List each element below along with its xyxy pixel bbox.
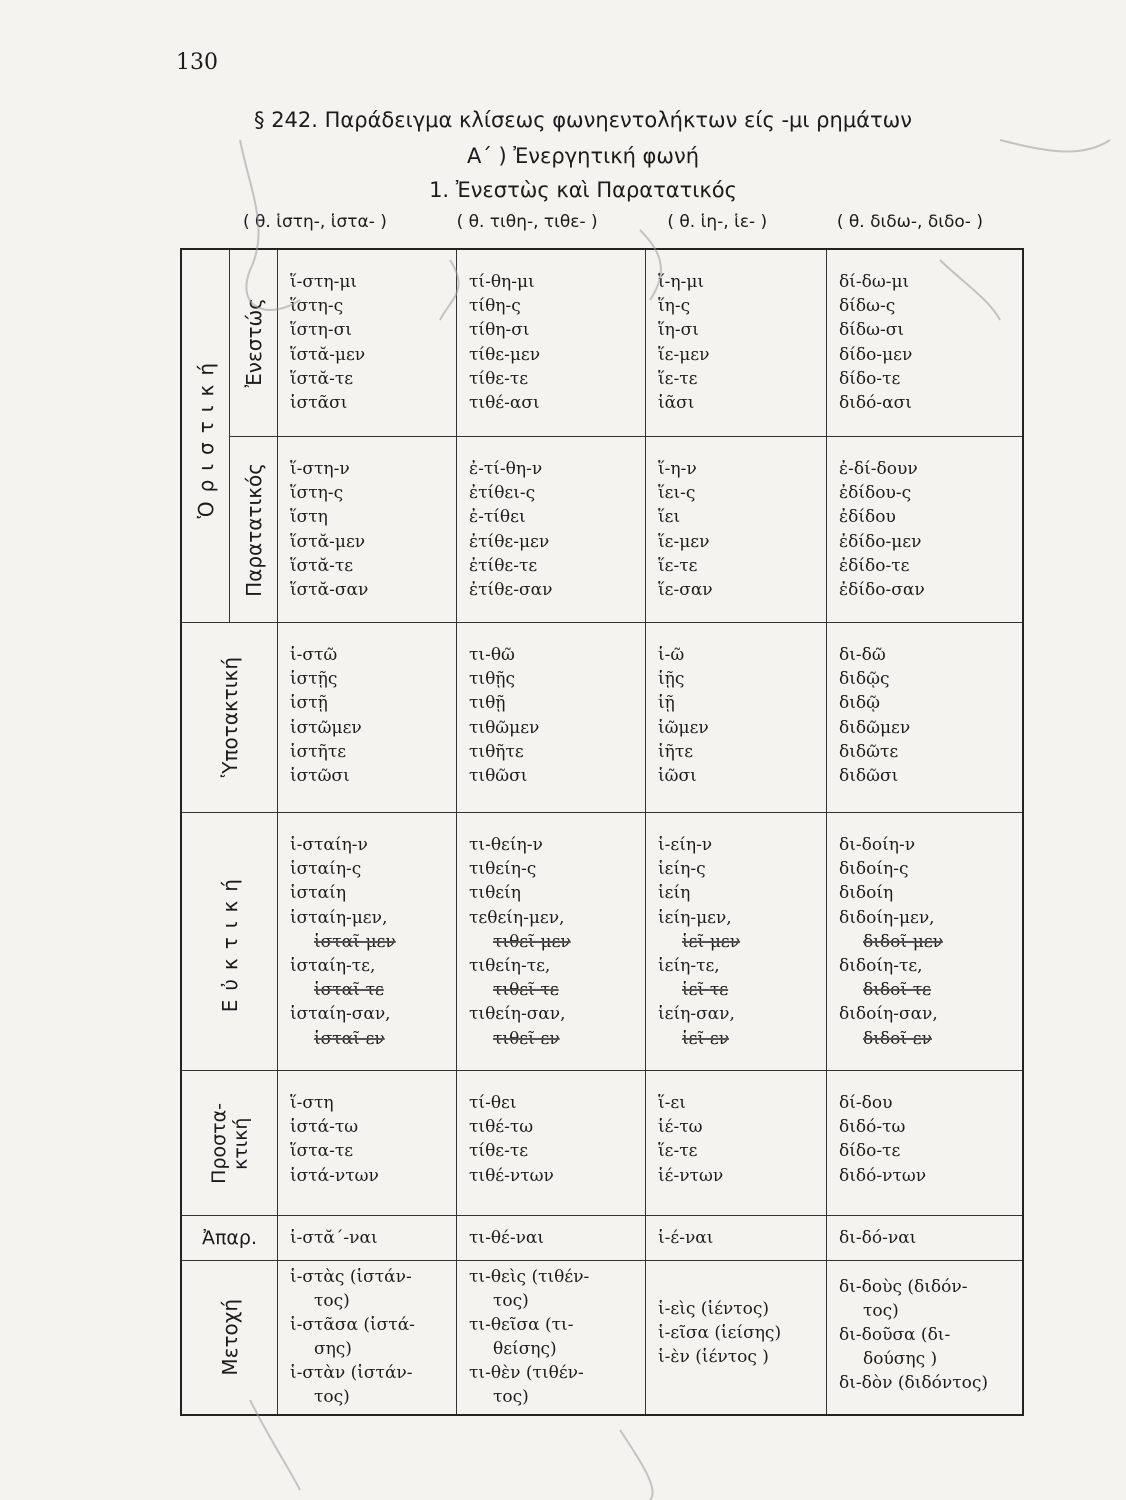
verb-form: τι-θεὶς (τιθέν- [469,1267,590,1287]
verb-form: τί-θη-μι [469,272,535,292]
verb-form: ἵε-μεν [658,344,710,365]
verb-form: ἵ-ει [658,1093,686,1113]
verb-form: διδῶμεν [839,717,911,738]
verb-form: ἱσταίη-τε, [290,956,376,977]
cell-inf-didomi: δι-δό-ναι [827,1216,1022,1261]
verb-form: διδοῖ-τε [863,980,931,1001]
section-heading: 1. Ἐνεστὼς καὶ Παρατατικός [429,178,737,202]
verb-form: τίθη-σι [469,320,530,341]
verb-form: ἱ-στᾶσα (ἱστά- [290,1315,415,1335]
verb-form: ἱείη-σαν, [658,1004,735,1025]
cell-prostaktiki-tithemi [457,1071,646,1216]
verb-themes [243,212,983,232]
verb-form: ἱείη [658,883,691,904]
verb-form: τιθῇς [469,669,516,690]
verb-form: διδῷ [839,693,880,714]
verb-form: ἱ-εὶς (ἱέντος) [658,1299,770,1319]
verb-form: ἵ-η-μι [658,272,705,292]
cell-enestos-histemi [278,250,457,437]
cell-eyktiki-didomi [827,813,1022,1071]
verb-form: ἱσταῖ-μεν [314,931,396,952]
cell-paratatikos-hiemi [646,437,827,623]
theme-didomi: ( θ. διδω-, διδο- ) [836,212,983,232]
cell-enestos-tithemi [457,250,646,437]
verb-form: ἱστῆτε [290,741,347,762]
verb-form: διδοίη-σαν, [839,1004,938,1025]
verb-form: ἱστά-ντων [290,1165,379,1186]
label-aparemfato: Ἀπαρ. [182,1216,278,1261]
verb-form: ἵστᾰ-τε [290,368,354,389]
verb-form: ἵη-ς [658,296,691,317]
verb-form: τος) [493,1387,529,1407]
label-paratatikos: Παρατατικός [230,437,278,623]
verb-form: τίθε-τε [469,1141,529,1162]
theme-tithemi: ( θ. τιθη-, τιθε- ) [456,212,598,232]
verb-form: ἱείη-ς [658,859,706,880]
verb-form: δίδω-σι [839,320,905,341]
verb-form: διδῷς [839,669,890,690]
verb-form: ἱ-στὰς (ἱστάν- [290,1267,412,1287]
label-oristiki: Ὁριστική [182,250,230,623]
verb-form: τιθέ-ασι [469,393,540,414]
verb-form: ἱείη-μεν, [658,907,732,928]
verb-form: ἵε-τε [658,368,698,389]
verb-form: δί-δου [839,1093,893,1113]
verb-form: τιθεῖ-μεν [493,931,571,952]
verb-form: ἐ-τίθει [469,507,526,528]
verb-form: ἱστῶσι [290,766,350,787]
verb-form: ἵε-τε [658,555,698,576]
verb-form: δι-δοῦσα (δι- [839,1325,951,1345]
verb-form: ἵ-η-ν [658,459,697,479]
label-enestos: Ἐνεστώς [230,250,278,437]
verb-form: τιθείη-ς [469,859,537,880]
verb-form: ἵστᾰ-μεν [290,531,366,552]
cell-eyktiki-tithemi [457,813,646,1071]
verb-form: ἐτίθε-σαν [469,580,553,601]
verb-form: ἵ-στη-ν [290,459,350,479]
verb-form: δι-δοὺς (διδόν- [839,1277,968,1297]
verb-form: ἵει [658,507,681,528]
verb-form: δίδο-μεν [839,344,913,365]
verb-form: ἐδίδου [839,507,896,528]
verb-form: ἱείη-τε, [658,956,720,977]
cell-prostaktiki-didomi [827,1071,1022,1216]
verb-form: ἱσταίη-σαν, [290,1004,391,1025]
verb-form: διδῶσι [839,766,899,787]
verb-form: ἵστᾰ-σαν [290,580,369,601]
cell-inf-tithemi: τι-θέ-ναι [457,1216,646,1261]
verb-form: διδοῖ-μεν [863,931,943,952]
verb-form: διδοίη-τε, [839,956,923,977]
cell-ypotaktiki-didomi [827,623,1022,813]
verb-form: ἐ-τί-θη-ν [469,459,543,479]
verb-form: τιθέ-τω [469,1117,534,1138]
verb-form: τιθεῖ-τε [493,980,559,1001]
verb-form: ἵη-σι [658,320,699,341]
verb-form: ἱσταίη [290,883,347,904]
label-ypotaktiki: Ὑποτακτική [182,623,278,813]
verb-form: ἱεῖ-μεν [682,931,741,952]
verb-form: ἱῶμεν [658,717,709,738]
cell-paratatikos-tithemi [457,437,646,623]
verb-form: ἵστᾰ-μεν [290,344,366,365]
page-title: § 242. Παράδειγμα κλίσεως φωνηεντολήκτων είς -μι ρημάτων [254,108,912,132]
verb-form: τί-θει [469,1093,517,1113]
cell-eyktiki-hiemi [646,813,827,1071]
verb-form: τος) [314,1387,350,1407]
verb-form: τιθείη-σαν, [469,1004,566,1025]
cell-paratatikos-histemi [278,437,457,623]
label-metochi: Μετοχή [182,1261,278,1414]
verb-form: ἱ-εῖσα (ἱείσης) [658,1323,782,1344]
verb-form: δούσης ) [863,1349,938,1369]
verb-form: δί-δω-μι [839,272,910,292]
verb-form: τι-θεῖσα (τι- [469,1315,574,1335]
cell-enestos-didomi [827,250,1022,437]
cell-prostaktiki-hiemi [646,1071,827,1216]
verb-form: ἱστῶμεν [290,717,362,738]
verb-form: ἱ-ῶ [658,645,685,665]
verb-form: ἱ-στῶ [290,645,338,665]
theme-histemi: ( θ. ἱστη-, ἱστα- ) [243,212,387,232]
verb-form: ἱῇς [658,669,685,690]
verb-form: ἱσταίη-μεν, [290,907,388,928]
verb-form: τι-θείη-ν [469,835,543,855]
verb-form: δίδω-ς [839,296,896,317]
verb-form: διδό-ασι [839,393,912,414]
verb-form: ἐδίδου-ς [839,483,912,504]
verb-form: διδῶτε [839,741,899,762]
verb-form: δι-δὸν (διδόντος) [839,1373,988,1393]
verb-form: ἱστῇ [290,693,328,714]
verb-form: ἵστη-ς [290,483,344,504]
verb-form: ἱ-είη-ν [658,835,713,855]
verb-form: ἱ-ὲν (ἱέντος ) [658,1347,769,1368]
verb-form: σης) [314,1339,352,1359]
verb-form: τιθῇ [469,693,506,714]
page-number: 130 [176,50,218,75]
verb-form: τιθέ-ντων [469,1165,554,1186]
conjugation-table [180,248,1024,1416]
verb-form: ἵστη [290,507,328,528]
verb-form: ἐτίθε-τε [469,555,538,576]
verb-form: δι-δῶ [839,645,886,665]
verb-form: τι-θῶ [469,645,515,665]
verb-form: τος) [314,1291,350,1311]
verb-form: τίθε-τε [469,368,529,389]
verb-form: τος) [493,1291,529,1311]
verb-form: ἱῶσι [658,766,697,787]
verb-form: ἐδίδο-σαν [839,580,925,601]
cell-enestos-hiemi [646,250,827,437]
verb-form: ἵστα-τε [290,1141,354,1162]
verb-form: ἱεῖ-εν [682,1028,730,1049]
verb-form: τιθῆτε [469,741,524,762]
verb-form: ἵ-στη [290,1093,334,1113]
cell-part-didomi [827,1261,1022,1414]
verb-form: ἱστᾶσι [290,393,348,414]
verb-form: ἱστά-τω [290,1117,359,1138]
verb-form: ἱ-στὰν (ἱστάν- [290,1363,413,1383]
verb-form: ἐτίθε-μεν [469,531,550,552]
verb-form: ἵε-σαν [658,580,713,601]
verb-form: δι-δοίη-ν [839,835,916,855]
verb-form: τιθῶμεν [469,717,540,738]
cell-inf-histemi: ἱ-στᾰ΄-ναι [278,1216,457,1261]
cell-ypotaktiki-histemi [278,623,457,813]
verb-form: ἵστη-ς [290,296,344,317]
cell-eyktiki-histemi [278,813,457,1071]
verb-form: ἱσταῖ-τε [314,980,384,1001]
verb-form: διδό-τω [839,1117,906,1138]
voice-subtitle: Α΄ ) Ἐνεργητική φωνή [466,144,700,168]
label-eyktiki: Εὐκτική [182,813,278,1071]
verb-form: ἱ-σταίη-ν [290,835,368,855]
verb-form: ἱστῇς [290,669,338,690]
verb-form: ἵστη-σι [290,320,352,341]
cell-part-tithemi [457,1261,646,1414]
verb-form: ἐ-δί-δουν [839,459,918,479]
verb-form: ἱεῖ-τε [682,980,729,1001]
verb-form: ἵε-μεν [658,531,710,552]
cell-prostaktiki-histemi [278,1071,457,1216]
verb-form: ἱσταῖ-εν [314,1028,385,1049]
verb-form: τίθε-μεν [469,344,541,365]
verb-form: διδό-ντων [839,1165,927,1186]
cell-paratatikos-didomi [827,437,1022,623]
verb-form: τεθείη-μεν, [469,907,565,928]
verb-form: ἱῇ [658,693,675,714]
cell-part-hiemi [646,1261,827,1414]
verb-form: ἱέ-τω [658,1117,703,1138]
verb-form: τιθείη-τε, [469,956,551,977]
verb-form: ἵει-ς [658,483,696,504]
verb-form: ἐδίδο-μεν [839,531,922,552]
verb-form: ἱᾶσι [658,393,695,414]
verb-form: ἐδίδο-τε [839,555,910,576]
theme-hiemi: ( θ. ἱη-, ἱε- ) [667,212,768,232]
verb-form: τίθη-ς [469,296,521,317]
verb-form: διδοῖ-εν [863,1028,932,1049]
verb-form: τος) [863,1301,899,1321]
verb-form: τι-θὲν (τιθέν- [469,1363,584,1383]
verb-form: ἱσταίη-ς [290,859,362,880]
verb-form: δίδο-τε [839,368,901,389]
verb-form: τιθῶσι [469,766,528,787]
verb-form: διδοίη-μεν, [839,907,935,928]
verb-form: δίδο-τε [839,1141,901,1162]
verb-form: θείσης) [493,1339,557,1359]
verb-form: διδοίη-ς [839,859,909,880]
verb-form: ἵ-στη-μι [290,272,358,292]
verb-form: ἱέ-ντων [658,1165,724,1186]
verb-form: τιθείη [469,883,521,904]
cell-part-histemi [278,1261,457,1414]
cell-inf-hiemi: ἱ-έ-ναι [646,1216,827,1261]
cell-ypotaktiki-hiemi [646,623,827,813]
verb-form: ἐτίθει-ς [469,483,536,504]
label-prostaktiki: Προστα- κτική [182,1071,278,1216]
verb-form: τιθεῖ-εν [493,1028,560,1049]
verb-form: ἱῆτε [658,741,694,762]
verb-form: διδοίη [839,883,894,904]
verb-form: ἵε-τε [658,1141,698,1162]
cell-ypotaktiki-tithemi [457,623,646,813]
verb-form: ἵστᾰ-τε [290,555,354,576]
